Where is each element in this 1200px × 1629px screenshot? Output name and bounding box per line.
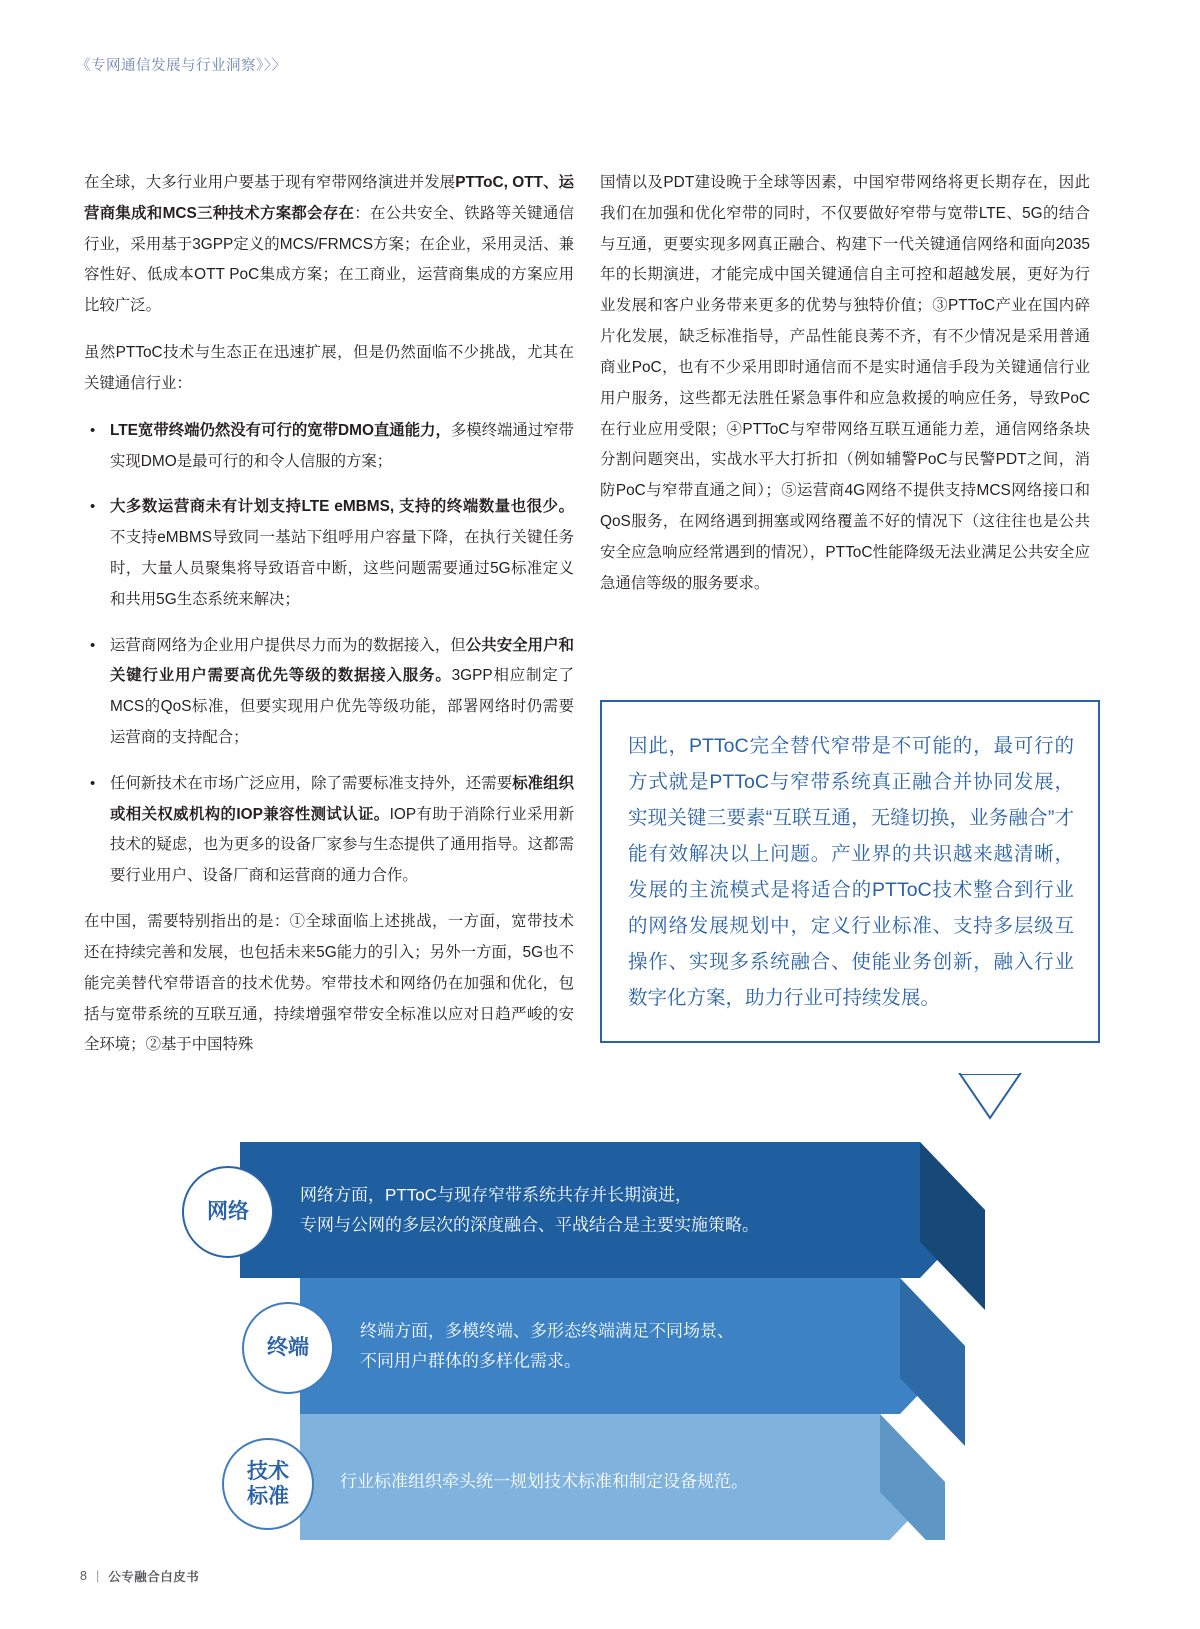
chip-standard <box>222 1438 314 1530</box>
banner-network-line2: 专网与公网的多层次的深度融合、平战结合是主要实施策略。 <box>300 1215 759 1234</box>
paragraph-continuation: 国情以及PDT建设晚于全球等因素，中国窄带网络将更长期存在，因此我们在加强和优化窄带的同时，不仅要做好窄带与宽带LTE、5G的结合与互通，更要实现多网真正融合、构建下一代关键通信网络和面向2035年的长期演进，才能完成中国关键通信自主可控和超越发展，更好为行业发展和客户业务带来更多的优势与独特价值；③PTToC产业在国内碎片化发展，缺乏标准指导，产品性能良莠不齐，有不少情况是采用普通商业PoC，也有不少采用即时通信而不是实时通信手段为关键通信行业用户服务，这些都无法胜任紧急事件和应急救援的响应任务，导致PoC在行业应用受限；④PTToC与窄带网络互联互通能力差，通信网络条块分割问题突出，实战水平大打折扣（例如辅警PoC与民警PDT之间，消防PoC与窄带直通之间）；⑤运营商4G网络不提供支持MCS网络接口和QoS服务，在网络遇到拥塞或网络覆盖不好的情况下（这往往也是公共安全应急响应经常遇到的情况），PTToC性能降级无法业满足公共安全应急通信等级的服务要求。 <box>600 174 1090 592</box>
footer-page-number: 8 <box>80 1569 87 1583</box>
p1-bold: PTToC, OTT、运营商集成和MCS三种技术方案都会存在 <box>84 174 574 222</box>
chip-terminal-label: 终端 <box>267 1336 309 1360</box>
chip-network-label: 网络 <box>207 1200 249 1224</box>
p1-part1: 在全球，大多行业用户要基于现有窄带网络演进并发展 <box>84 174 456 191</box>
bullet-4-text: IOP有助于消除行业采用新技术的疑虑，也为更多的设备厂家参与生态提供了通用指导。这都需要行业用户、设备厂商和运营商的通力合作。 <box>110 805 575 885</box>
banner-terminal-line1: 终端方面，多模终端、多形态终端满足不同场景、 <box>360 1321 734 1341</box>
banner-terminal-line2: 不同用户群体的多样化需求。 <box>360 1351 581 1370</box>
chip-network <box>182 1166 274 1258</box>
bullet-3-text: 3GPP相应制定了MCS的QoS标准，但要实现用户优先等级功能，部署网络时仍需要运营商的支持配合； <box>110 667 574 746</box>
bullet-4-bold: 标准组织或相关权威机构的IOP兼容性测试认证。 <box>110 774 574 823</box>
banner-standard-line1: 行业标准组织牵头统一规划技术标准和制定设备规范。 <box>340 1472 748 1492</box>
banner-standard-text <box>340 1467 748 1497</box>
strategy-banners <box>0 1120 1200 1520</box>
chip-standard-label <box>247 1459 289 1509</box>
chip-terminal <box>242 1302 334 1394</box>
paragraph-3: 在中国，需要特别指出的是：①全球面临上述挑战，一方面，宽带技术还在持续完善和发展，也包括未来5G能力的引入；另外一方面，5G也不能完美替代窄带语音的技术优势。窄带技术和网络仍在加强和优化，包括与宽带系统的互联互通，持续增强窄带安全标准以应对日趋严峻的安全环境；②基于中国特殊 <box>84 913 574 1054</box>
bullet-2-text: 不支持eMBMS导致同一基站下组呼用户容量下降，在执行关键任务时，大量人员聚集将导致语音中断，这些问题需要通过5G标准定义和共用5G生态系统来解决； <box>110 529 574 608</box>
bullet-3-bold: 公共安全用户和关键行业用户需要高优先等级的数据接入服务。 <box>110 636 574 685</box>
banner-network-text <box>300 1180 759 1240</box>
bullet-4-pre: 任何新技术在市场广泛应用，除了需要标准支持外，还需要 <box>110 774 513 792</box>
page-footer <box>80 1567 199 1585</box>
chip-standard-line2: 标准 <box>247 1485 289 1508</box>
banner-network-line1: 网络方面，PTToC与现存窄带系统共存并长期演进， <box>300 1185 692 1205</box>
bullet-3-pre: 运营商网络为企业用户提供尽力而为的数据接入，但 <box>110 636 466 654</box>
bullet-1-text: 多模终端通过窄带实现DMO是最可行的和令人信服的方案； <box>110 421 575 470</box>
banner-terminal-text <box>360 1316 734 1376</box>
p1-part2: ：在公共安全、铁路等关键通信行业，采用基于3GPP定义的MCS/FRMCS方案；在企业，采用灵活、兼容性好、低成本OTT PoC集成方案；在工商业，运营商集成的方案应用比较广泛。 <box>84 204 574 315</box>
running-header: 《专网通信发展与行业洞察》〉〉 <box>76 58 287 74</box>
paragraph-2: 虽然PTToC技术与生态正在迅速扩展，但是仍然面临不少挑战，尤其在关键通信行业： <box>84 344 574 392</box>
footer-title: 公专融合白皮书 <box>108 1570 200 1584</box>
footer-separator: | <box>95 1569 100 1583</box>
bullet-2-bold: 大多数运营商未有计划支持LTE eMBMS, 支持的终端数量也很少。 <box>110 498 574 516</box>
callout-text: 因此，PTToC完全替代窄带是不可能的，最可行的方式就是PTToC与窄带系统真正融合并协同发展，实现关键三要素“互联互通，无缝切换，业务融合”才能有效解决以上问题。产业界的共识越来越清晰，发展的主流模式是将适合的PTToC技术整合到行业的网络发展规划中，定义行业标准、支持多层级互操作、实现多系统融合、使能业务创新，融入行业数字化方案，助力行业可持续发展。 <box>628 735 1074 1010</box>
bullet-1-bold: LTE宽带终端仍然没有可行的宽带DMO直通能力， <box>110 421 451 439</box>
chip-standard-line1: 技术 <box>247 1459 289 1483</box>
